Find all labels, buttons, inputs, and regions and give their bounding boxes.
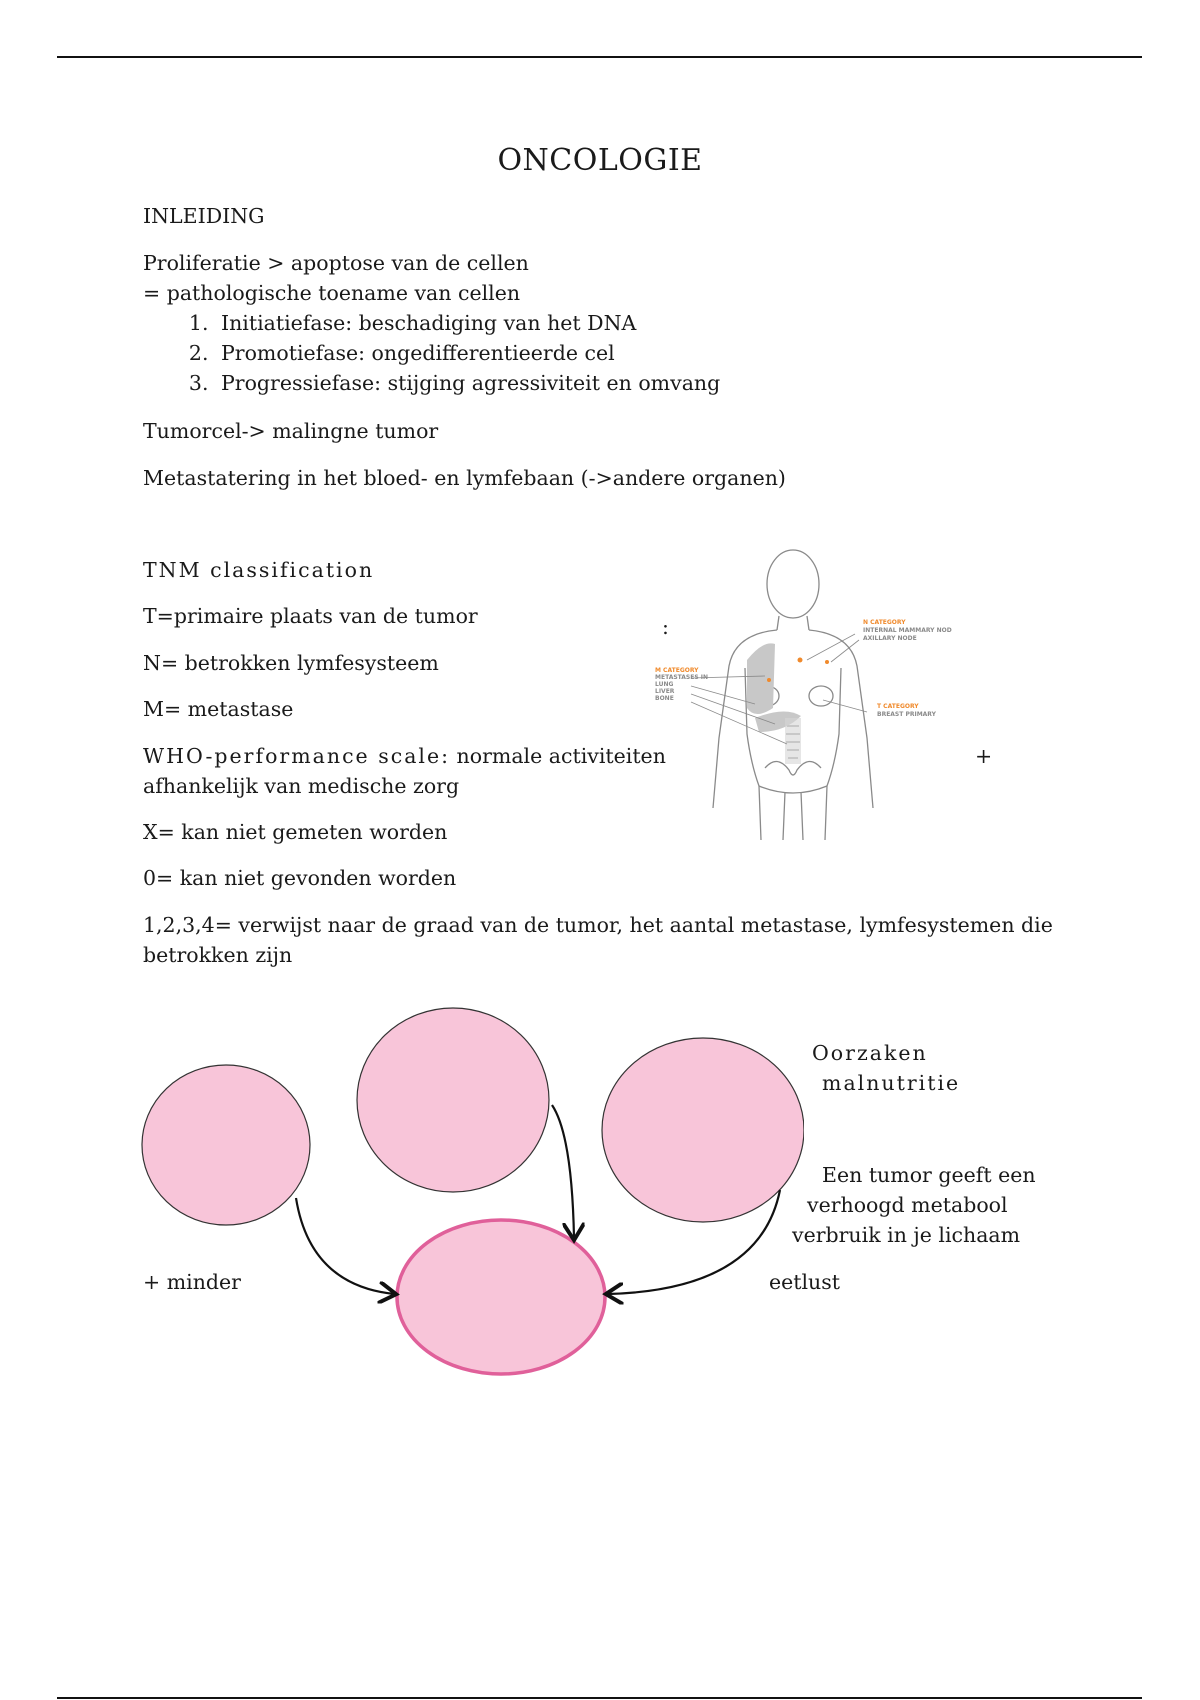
tnm-x-line: X= kan niet gemeten worden [143, 820, 448, 844]
tnm-zero-line: 0= kan niet gevonden worden [143, 866, 457, 890]
m-sub-label-4: BONE [655, 695, 674, 702]
metabolism-line-3: verbruik in je lichaam [792, 1223, 1021, 1247]
arrow-center [552, 1105, 574, 1238]
bottom-rule [57, 1697, 1142, 1699]
who-label: WHO-performance scale: [143, 744, 451, 768]
figure-colon: : [662, 615, 669, 639]
n-sub-label-2: AXILLARY NODE [863, 635, 917, 642]
m-category-label: M CATEGORY [655, 667, 699, 674]
m-sub-label-2: LUNG [655, 681, 674, 688]
metabolism-line-1: Een tumor geeft een [822, 1163, 1036, 1187]
grade-line-2: betrokken zijn [143, 943, 293, 967]
phase-item-1: 1. Initiatiefase: beschadiging van het DNA [215, 308, 720, 338]
lung-marker [767, 678, 771, 682]
figure-plus: + [975, 744, 993, 768]
phase-item-2: 2. Promotiefase: ongedifferentieerde cel [215, 338, 720, 368]
tnm-heading: TNM classification [143, 558, 375, 582]
intro-line-1: Proliferatie > apoptose van de cellen [143, 251, 529, 275]
cause-circle-center [357, 1008, 549, 1192]
who-line [143, 741, 666, 771]
tnm-t-line: T=primaire plaats van de tumor [143, 604, 478, 628]
tnm-m-line: M= metastase [143, 697, 294, 721]
who-line-2: afhankelijk van medische zorg [143, 774, 460, 798]
appetite-right-text: eetlust [769, 1270, 841, 1294]
m-sub-label-1: METASTASES IN [655, 674, 709, 681]
intro-heading: INLEIDING [143, 204, 265, 228]
phase-list [143, 308, 720, 398]
tumor-line: Tumorcel-> malingne tumor [143, 419, 439, 443]
metabolism-line-2: verhoogd metabool [807, 1193, 1008, 1217]
malnutrition-heading-1: Oorzaken [812, 1041, 928, 1065]
bone-shape [785, 718, 801, 764]
node-marker [798, 658, 803, 663]
lung-shape [747, 643, 775, 714]
body-outline [713, 550, 873, 840]
arrow-left [296, 1198, 394, 1294]
malnutrition-circle [397, 1220, 605, 1374]
tnm-body-figure [655, 548, 965, 840]
m-sub-label-3: LIVER [655, 688, 675, 695]
intro-line-2: = pathologische toename van cellen [143, 281, 521, 305]
t-category-label: T CATEGORY [877, 703, 919, 710]
malnutrition-diagram [140, 1000, 820, 1390]
appetite-left-text: + minder [143, 1270, 241, 1294]
cause-circle-left [142, 1065, 310, 1225]
malnutrition-heading-2: malnutritie [822, 1071, 961, 1095]
top-rule [57, 56, 1142, 58]
tnm-n-line: N= betrokken lymfesysteem [143, 651, 439, 675]
who-text: normale activiteiten [450, 744, 666, 768]
phase-item-3: 3. Progressiefase: stijging agressiviteit en omvang [215, 368, 720, 398]
n-category-label: N CATEGORY [863, 619, 906, 626]
n-sub-label-1: INTERNAL MAMMARY NOD [863, 627, 952, 634]
cause-circle-right [602, 1038, 804, 1222]
metastasis-line: Metastatering in het bloed- en lymfebaan (->andere organen) [143, 466, 786, 490]
grade-line-1: 1,2,3,4= verwijst naar de graad van de tumor, het aantal metastase, lymfesystemen die [143, 913, 1053, 937]
t-sub-label-1: BREAST PRIMARY [877, 711, 936, 718]
axillary-marker [825, 660, 829, 664]
page-title: ONCOLOGIE [497, 143, 703, 178]
